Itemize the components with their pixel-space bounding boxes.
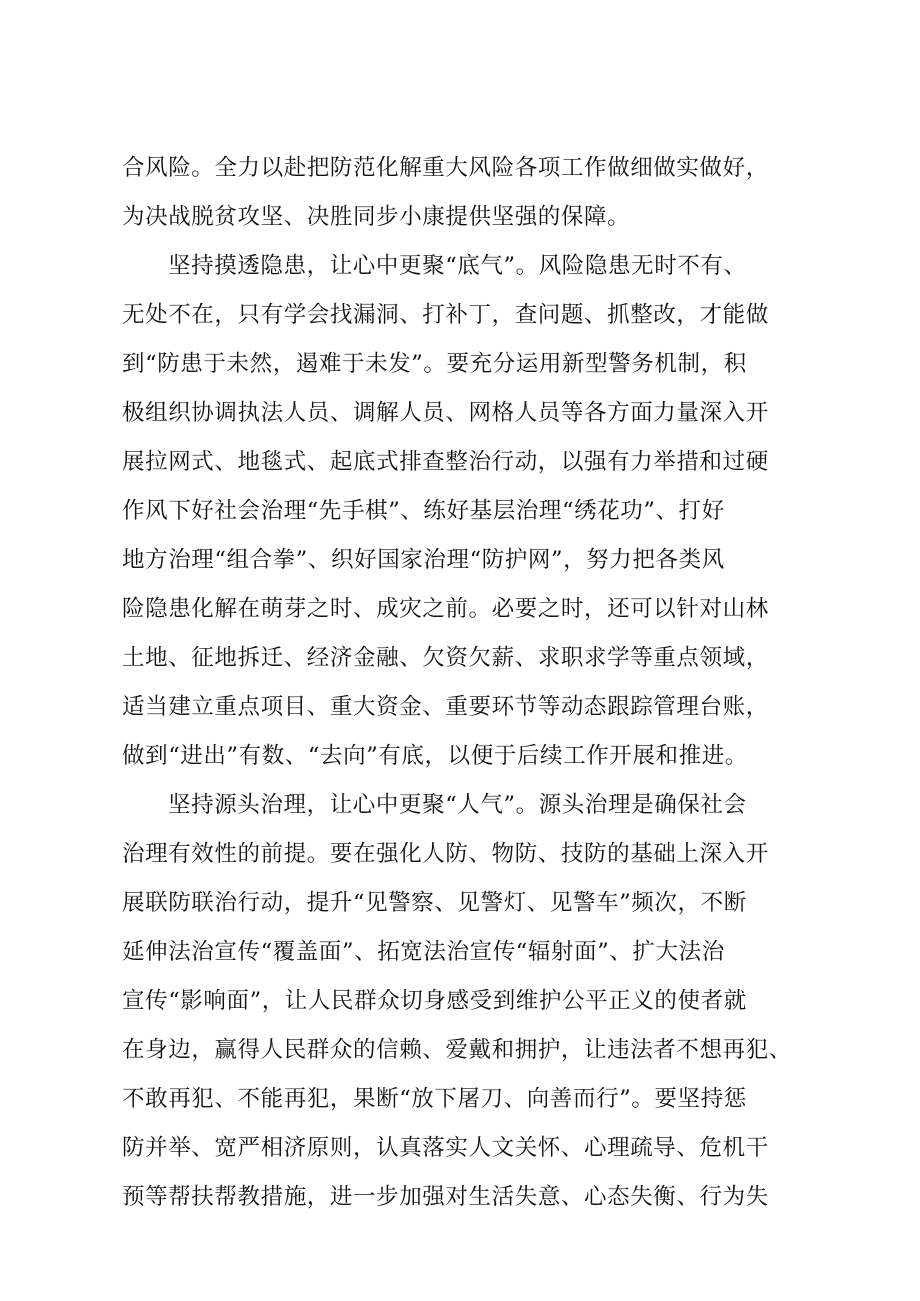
text-line: 到“防患于未然，遏难于未发”。要充分运用新型警务机制，积: [122, 351, 747, 377]
text-line: 在身边，赢得人民群众的信赖、爱戴和拥护，让违法者不想再犯、: [122, 1037, 792, 1063]
text-line: 治理有效性的前提。要在强化人防、物防、技防的基础上深入开: [122, 841, 769, 867]
text-line: 为决战脱贫攻坚、决胜同步小康提供坚强的保障。: [122, 204, 631, 230]
text-line: 防并举、宽严相济原则，认真落实人文关怀、心理疏导、危机干: [122, 1135, 769, 1161]
text-line: 无处不在，只有学会找漏洞、打补丁，查问题、抓整改，才能做: [122, 302, 769, 328]
text-line: 地方治理“组合拳”、织好国家治理“防护网”，努力把各类风: [122, 547, 725, 573]
text-line: 展联防联治行动，提升“见警察、见警灯、见警车”频次，不断: [122, 890, 747, 916]
text-line: 险隐患化解在萌芽之时、成灾之前。必要之时，还可以针对山林: [122, 596, 769, 622]
text-line: 宣传“影响面”，让人民群众切身感受到维护公平正义的使者就: [122, 988, 747, 1014]
paragraph-start-line: 坚持摸透隐患，让心中更聚“底气”。风险隐患无时不有、: [168, 253, 747, 279]
text-line: 展拉网式、地毯式、起底式排查整治行动，以强有力举措和过硬: [122, 449, 769, 475]
text-line: 作风下好社会治理“先手棋”、练好基层治理“绣花功”、打好: [122, 498, 725, 524]
text-line: 合风险。全力以赴把防范化解重大风险各项工作做细做实做好，: [122, 155, 769, 181]
text-line: 延伸法治宣传“覆盖面”、拓宽法治宣传“辐射面”、扩大法治: [122, 939, 725, 965]
body-text: [122, 144, 812, 1222]
text-line: 土地、征地拆迁、经济金融、欠资欠薪、求职求学等重点领域，: [122, 645, 769, 671]
text-line: 极组织协调执法人员、调解人员、网格人员等各方面力量深入开: [122, 400, 769, 426]
text-line: 适当建立重点项目、重大资金、重要环节等动态跟踪管理台账，: [122, 694, 769, 720]
text-line: 不敢再犯、不能再犯，果断“放下屠刀、向善而行”。要坚持惩: [122, 1086, 747, 1112]
text-line: 做到“进出”有数、“去向”有底，以便于后续工作开展和推进。: [122, 743, 748, 769]
text-line: 预等帮扶帮教措施，进一步加强对生活失意、心态失衡、行为失: [122, 1184, 769, 1210]
paragraph-start-line: 坚持源头治理，让心中更聚“人气”。源头治理是确保社会: [168, 792, 747, 818]
